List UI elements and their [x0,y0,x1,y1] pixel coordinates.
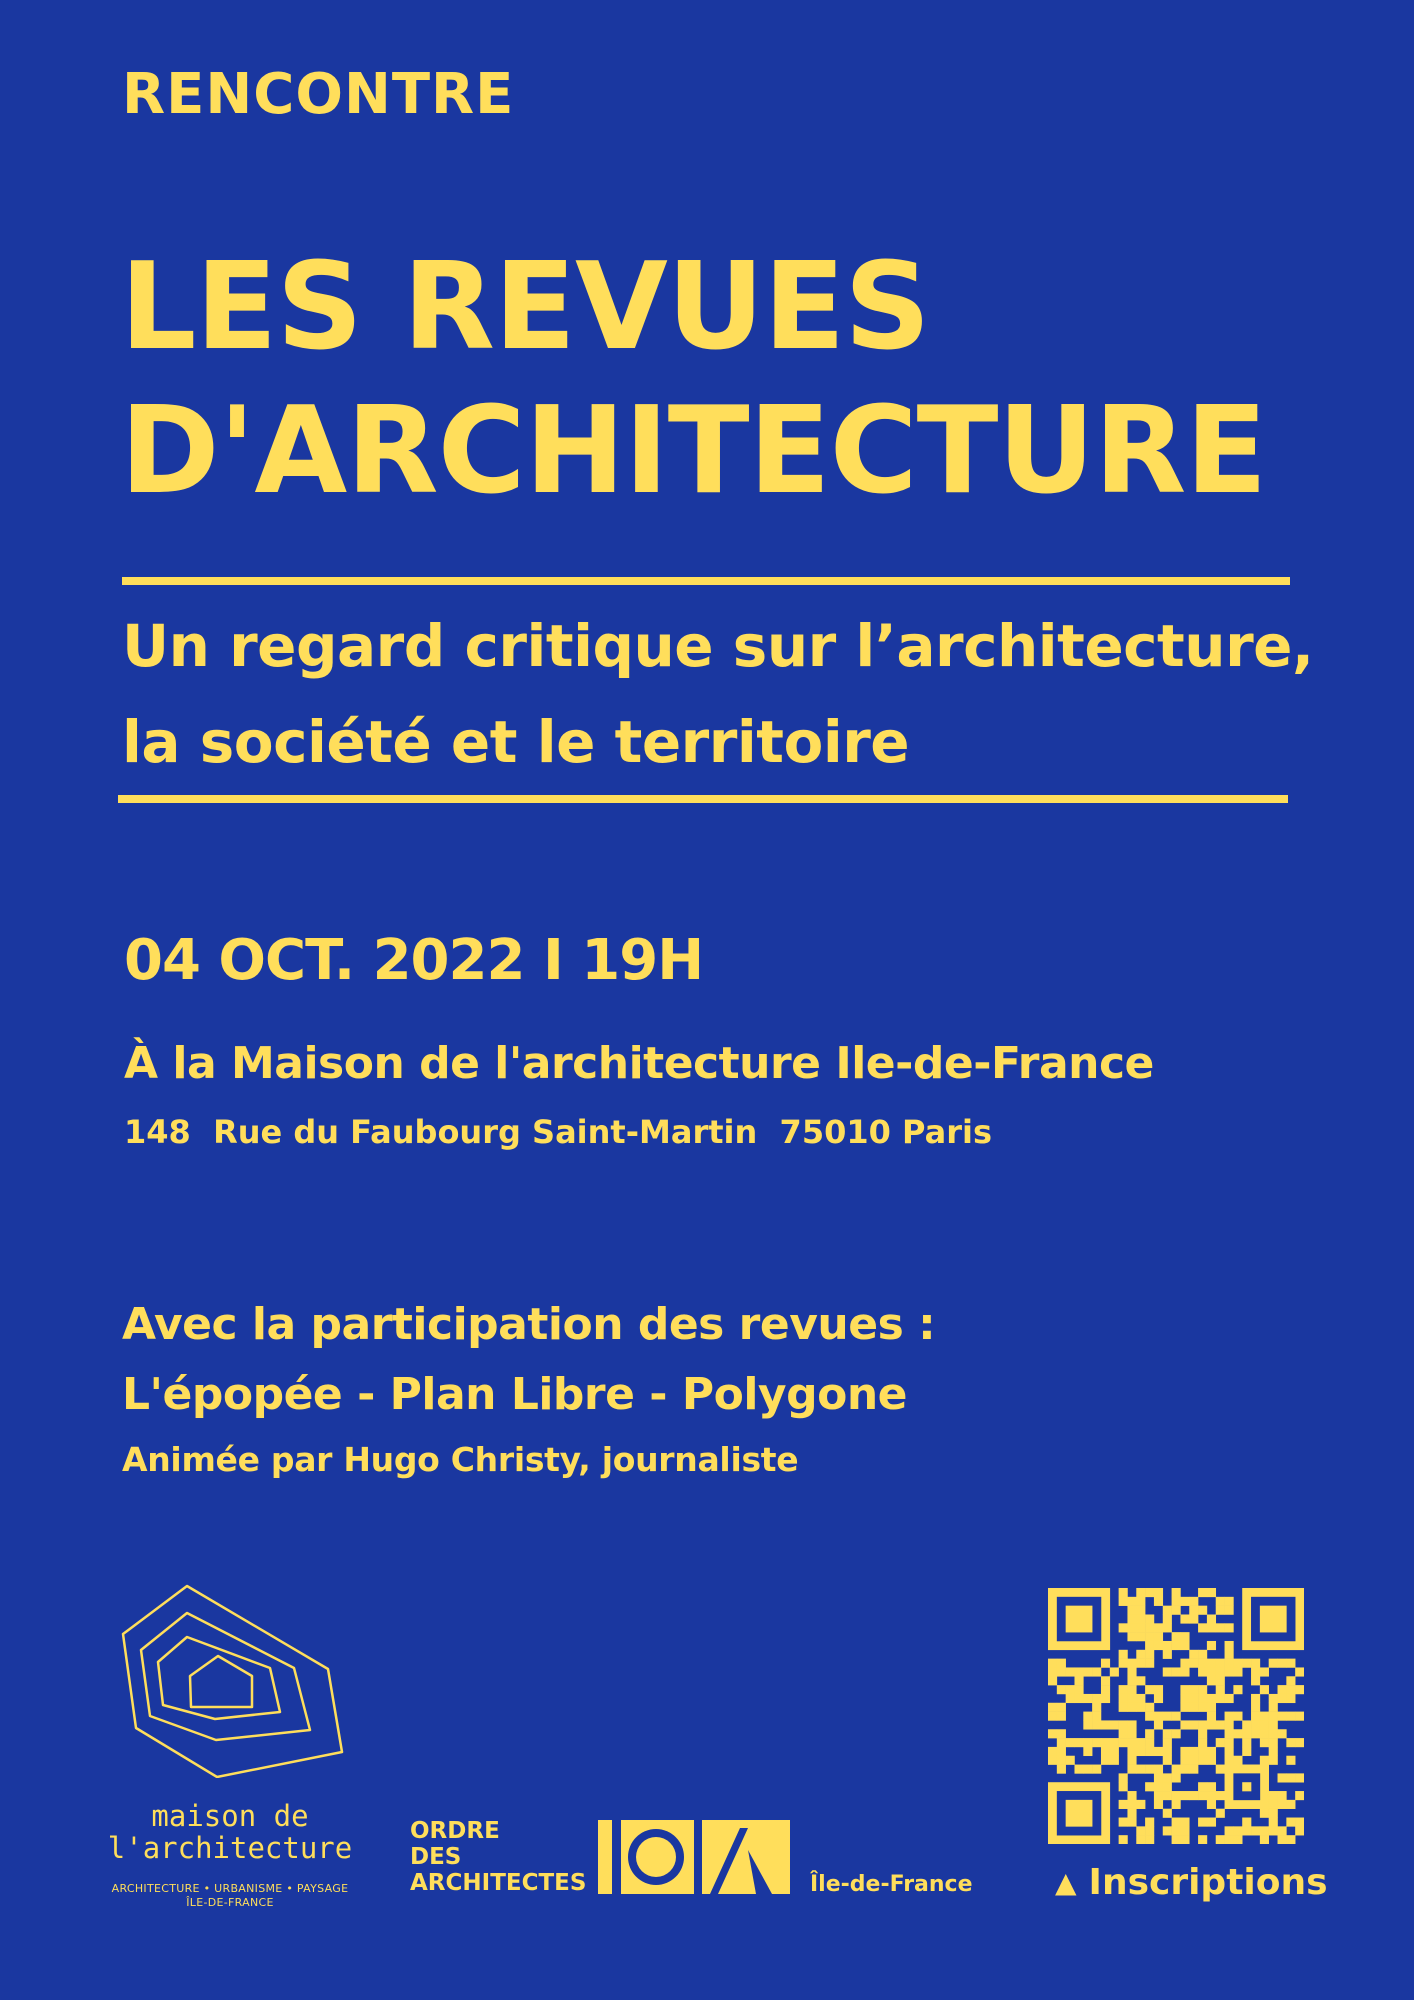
event-title [120,236,1266,524]
participation-intro: Avec la participation des revues : [122,1299,936,1350]
maison-tagline-line-1: ARCHITECTURE • URBANISME • PAYSAGE [111,1882,349,1895]
event-address: 148 Rue du Faubourg Saint-Martin 75010 Paris [124,1113,992,1151]
event-venue: À la Maison de l'architecture Ile-de-France [124,1038,1154,1089]
divider-top [122,577,1290,585]
ordre-region: Île-de-France [810,1872,973,1897]
triangle-up-icon: ▲ [1055,1866,1077,1899]
maison-name-line-2: l'architecture [107,1831,353,1865]
inscriptions-link[interactable] [1055,1862,1328,1903]
ordre-line-2: DES [410,1844,462,1870]
subtitle-line-1: Un regard critique sur l’architecture, [122,612,1314,680]
house-outline-icon [118,1582,344,1778]
maison-logo-name [100,1800,360,1864]
inscriptions-label: Inscriptions [1088,1862,1328,1903]
maison-tagline-line-2: ÎLE-DE-FRANCE [186,1896,274,1909]
event-datetime: 04 OCT. 2022 I 19H [124,928,704,993]
title-line-2: D'ARCHITECTURE [120,382,1267,521]
event-host: Animée par Hugo Christy, journaliste [122,1440,799,1479]
ordre-logo-text [410,1818,586,1896]
participating-reviews: L'épopée - Plan Libre - Polygone [122,1369,908,1420]
ordre-des-architectes-logo [598,1820,790,1894]
divider-bottom [118,795,1288,803]
qr-code-icon[interactable] [1048,1588,1304,1844]
event-kicker: RENCONTRE [122,62,515,127]
ordre-line-3: ARCHITECTES [410,1870,587,1896]
event-subtitle [122,598,1314,790]
ordre-line-1: ORDRE [410,1818,500,1844]
title-line-1: LES REVUES [120,238,930,377]
subtitle-line-2: la société et le territoire [122,708,910,776]
maison-name-line-1: maison de [151,1799,309,1833]
maison-logo-tagline [100,1882,360,1910]
participation-block [122,1290,935,1430]
